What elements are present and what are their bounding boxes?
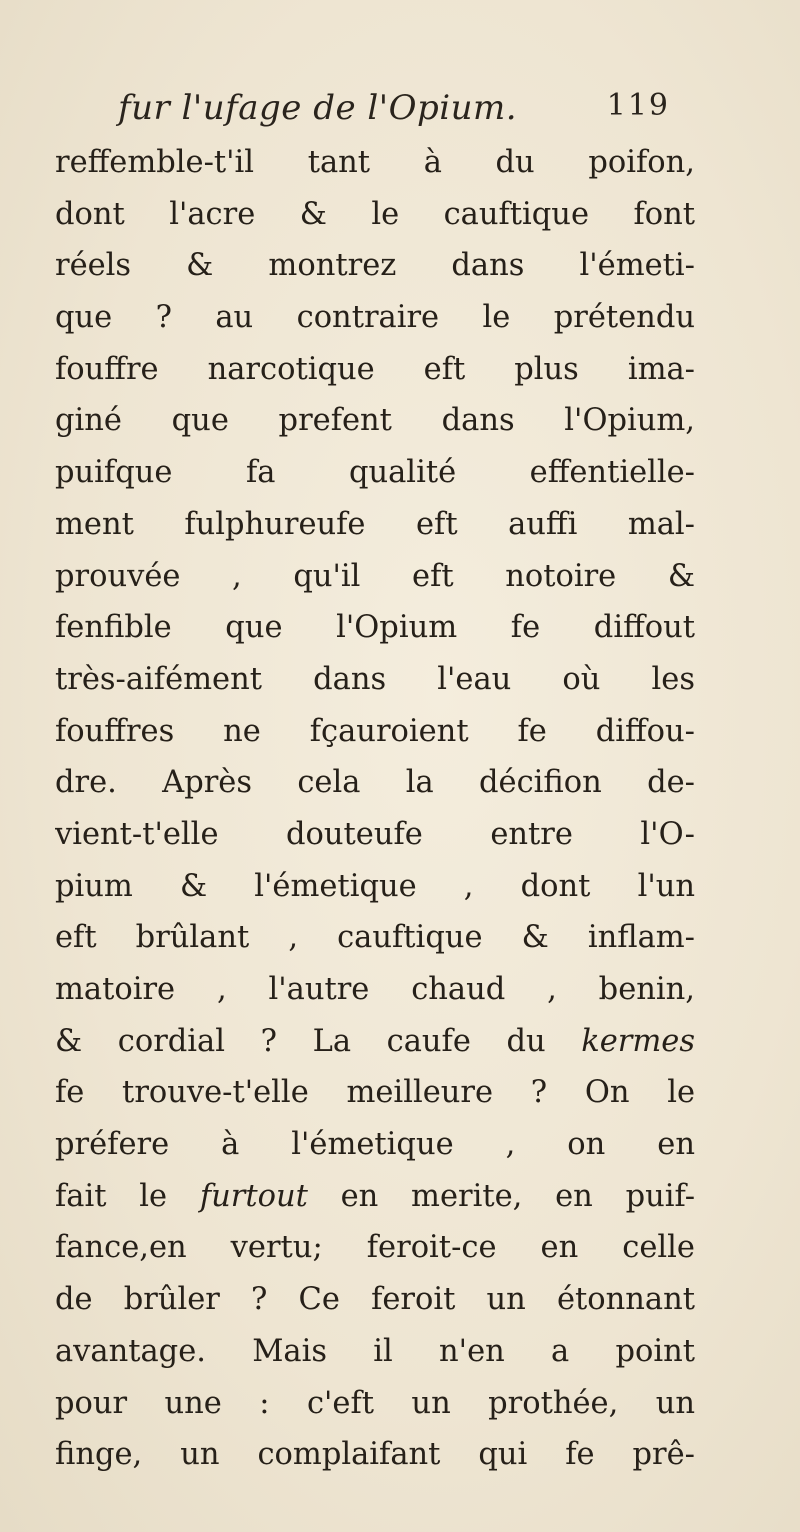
text-line: giné que prefent dans l'Opium, bbox=[55, 403, 695, 439]
text-line: réels & montrez dans l'émeti- bbox=[55, 248, 695, 284]
text-line: prouvée , qu'il eft notoire & bbox=[55, 558, 695, 594]
text-line: fance,en vertu; feroit-ce en celle bbox=[55, 1230, 695, 1266]
body-text bbox=[55, 137, 695, 1481]
text-segment: fait le bbox=[55, 1178, 200, 1214]
text-line: reffemble-t'il tant à du poifon, bbox=[55, 145, 695, 180]
text-line: eft brûlant , cauftique & inflam- bbox=[55, 920, 695, 956]
text-segment: & cordial ? La caufe du bbox=[55, 1023, 582, 1059]
text-line: avantage. Mais il n'en a point bbox=[55, 1333, 695, 1369]
text-line: vient-t'elle douteufe entre l'O- bbox=[55, 816, 695, 852]
page-header bbox=[118, 88, 670, 134]
text-line: préfere à l'émetique , on en bbox=[55, 1127, 695, 1163]
page-number: 119 bbox=[606, 88, 670, 123]
text-segment: en merite, en puif- bbox=[307, 1178, 695, 1214]
text-line: finge, un complaifant qui fe prê- bbox=[55, 1437, 695, 1473]
italic-term: furtout bbox=[199, 1178, 308, 1214]
running-title: fur l'ufage de l'Opium. bbox=[118, 88, 518, 128]
text-line: dre. Après cela la décifion de- bbox=[55, 765, 695, 801]
text-line: pour une : c'eft un prothée, un bbox=[55, 1385, 695, 1421]
text-line: que ? au contraire le prétendu bbox=[55, 300, 695, 336]
text-line: de brûler ? Ce feroit un étonnant bbox=[55, 1282, 695, 1318]
text-line bbox=[55, 1171, 695, 1223]
text-line: ment fulphureufe eft auffi mal- bbox=[55, 506, 695, 542]
text-line: pium & l'émetique , dont l'un bbox=[55, 868, 695, 904]
text-line: très-aifément dans l'eau où les bbox=[55, 661, 695, 697]
text-line: fe trouve-t'elle meilleure ? On le bbox=[55, 1075, 695, 1111]
text-line: matoire , l'autre chaud , benin, bbox=[55, 972, 695, 1007]
text-line: puifque fa qualité effentielle- bbox=[55, 455, 695, 491]
text-line: fenfible que l'Opium fe diffout bbox=[55, 610, 695, 646]
text-line: fouffre narcotique eft plus ima- bbox=[55, 351, 695, 387]
text-line bbox=[55, 1016, 695, 1068]
text-line: fouffres ne fçauroient fe diffou- bbox=[55, 713, 695, 749]
text-line: dont l'acre & le cauftique font bbox=[55, 196, 695, 232]
italic-term: kermes bbox=[581, 1023, 695, 1059]
